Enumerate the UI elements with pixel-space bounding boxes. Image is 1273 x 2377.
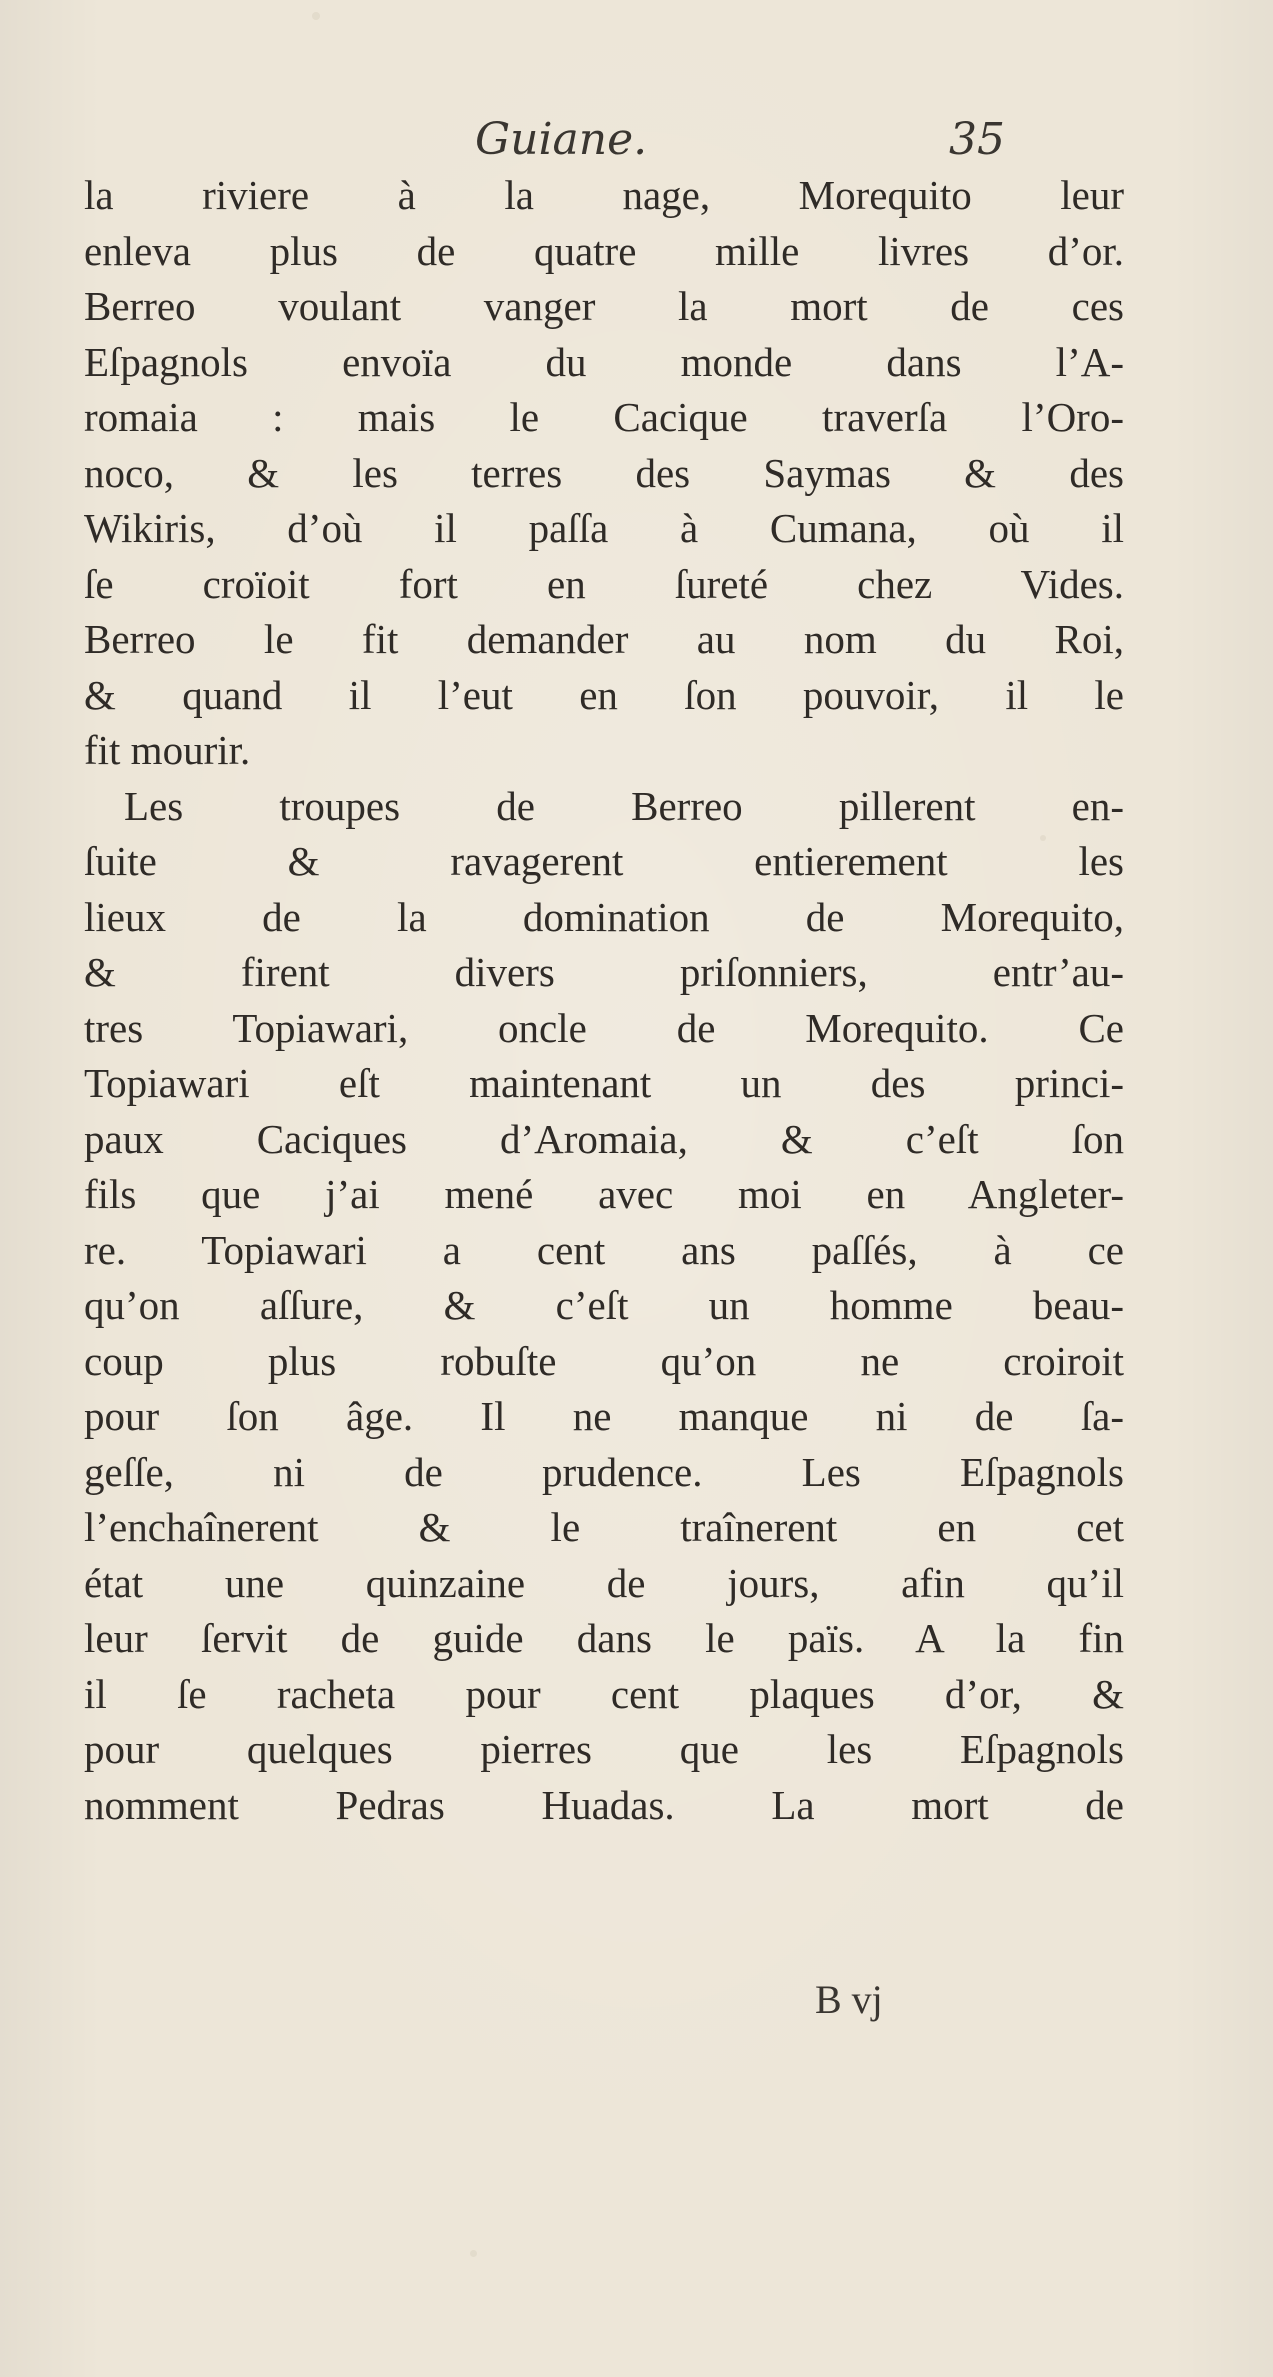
text-line: re. Topiawari a cent ans paſſés, à ce bbox=[84, 1226, 1124, 1273]
text-line: & firent divers priſonniers, entr’au- bbox=[84, 949, 1124, 995]
text-line: & quand il l’eut en ſon pouvoir, il le bbox=[84, 671, 1124, 718]
text-line: paux Caciques d’Aromaia, & c’eſt ſon bbox=[84, 1115, 1124, 1162]
signature-mark: B vj bbox=[815, 1977, 883, 2022]
text-line: ſe croïoit fort en ſureté chez Vides. bbox=[84, 560, 1124, 607]
text-line: leur ſervit de guide dans le païs. A la fin bbox=[84, 1615, 1124, 1661]
text-line: lieux de la domination de Morequito, bbox=[84, 893, 1124, 940]
paper-speck bbox=[470, 2250, 477, 2257]
text-line: geſſe, ni de prudence. Les Eſpagnols bbox=[84, 1448, 1124, 1495]
text-line: Topiawari eſt maintenant un des princi- bbox=[84, 1060, 1124, 1106]
text-line: fit mourir. bbox=[84, 727, 251, 773]
text-line: état une quinzaine de jours, afin qu’il bbox=[84, 1559, 1124, 1606]
text-line: enleva plus de quatre mille livres d’or. bbox=[84, 227, 1124, 274]
page-number: 35 bbox=[949, 114, 1005, 165]
text-line: Les troupes de Berreo pillerent en- bbox=[124, 782, 1124, 829]
page-header bbox=[475, 110, 1005, 170]
text-line: tres Topiawari, oncle de Morequito. Ce bbox=[84, 1004, 1124, 1051]
text-line: pour ſon âge. Il ne manque ni de ſa- bbox=[84, 1393, 1124, 1439]
text-line: nomment Pedras Huadas. La mort de bbox=[84, 1781, 1124, 1828]
paper-speck bbox=[312, 12, 320, 20]
text-line: qu’on aſſure, & c’eſt un homme beau- bbox=[84, 1282, 1124, 1328]
text-line: Eſpagnols envoïa du monde dans l’A- bbox=[84, 338, 1124, 385]
text-line: il ſe racheta pour cent plaques d’or, & bbox=[84, 1670, 1124, 1717]
text-line: l’enchaînerent & le traînerent en cet bbox=[84, 1504, 1124, 1550]
text-line: Berreo le fit demander au nom du Roi, bbox=[84, 616, 1124, 662]
text-line: fils que j’ai mené avec moi en Angleter- bbox=[84, 1171, 1124, 1217]
running-title: Guiane. bbox=[475, 114, 648, 165]
text-line: la riviere à la nage, Morequito leur bbox=[84, 172, 1124, 218]
text-line: romaia : mais le Cacique traverſa l’Oro- bbox=[84, 394, 1124, 440]
text-line: Wikiris, d’où il paſſa à Cumana, où il bbox=[84, 505, 1124, 551]
text-line: Berreo voulant vanger la mort de ces bbox=[84, 283, 1124, 329]
text-line: coup plus robuſte qu’on ne croiroit bbox=[84, 1337, 1124, 1384]
text-line: pour quelques pierres que les Eſpagnols bbox=[84, 1726, 1124, 1772]
text-line: ſuite & ravagerent entierement les bbox=[84, 838, 1124, 884]
text-line: noco, & les terres des Saymas & des bbox=[84, 449, 1124, 496]
body-text bbox=[84, 168, 1124, 1833]
